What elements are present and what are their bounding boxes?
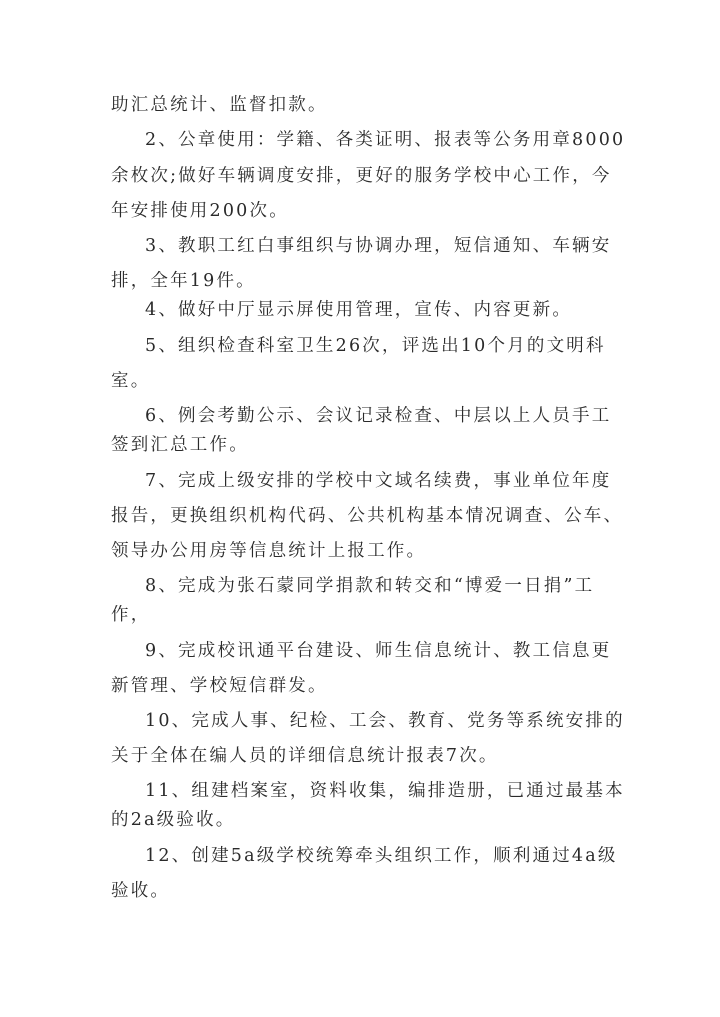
text-line: 报告，更换组织机构代码、公共机构基本情况调查、公车、: [111, 506, 624, 526]
text-line: 10、完成人事、纪检、工会、教育、党务等系统安排的: [145, 711, 625, 731]
text-line: 9、完成校讯通平台建设、师生信息统计、教工信息更: [145, 641, 612, 661]
text-line: 11、组建档案室，资料收集，编排造册，已通过最基本: [145, 781, 625, 801]
text-line: 领导办公用房等信息统计上报工作。: [111, 541, 427, 561]
text-line: 验收。: [111, 881, 171, 901]
text-line: 关于全体在编人员的详细信息统计报表7次。: [111, 746, 499, 766]
text-line: 作，: [111, 605, 151, 625]
text-line: 12、创建5a级学校统筹牵头组织工作，顺利通过4a级: [145, 846, 618, 866]
text-line: 年安排使用200次。: [111, 201, 289, 221]
text-line: 新管理、学校短信群发。: [111, 676, 328, 696]
text-line: 签到汇总工作。: [111, 435, 249, 455]
text-line: 7、完成上级安排的学校中文域名续费，事业单位年度: [145, 471, 612, 491]
text-line: 5、组织检查科室卫生26次，评选出10个月的文明科: [145, 336, 606, 356]
text-line: 2、公章使用：学籍、各类证明、报表等公务用章8000: [145, 130, 626, 150]
text-line: 3、教职工红白事组织与协调办理，短信通知、车辆安: [145, 236, 612, 256]
text-line: 的2a级验收。: [111, 810, 236, 830]
text-line: 排，全年19件。: [111, 271, 256, 291]
text-line: 助汇总统计、监督扣款。: [111, 95, 328, 115]
text-line: 8、完成为张石蒙同学捐款和转交和“博爱一日捐”工: [145, 576, 595, 596]
text-line: 室。: [111, 371, 151, 391]
text-line: 4、做好中厅显示屏使用管理，宣传、内容更新。: [145, 300, 573, 320]
text-line: 6、例会考勤公示、会议记录检查、中层以上人员手工: [145, 406, 612, 426]
text-line: 余枚次;做好车辆调度安排，更好的服务学校中心工作，今: [111, 166, 612, 186]
